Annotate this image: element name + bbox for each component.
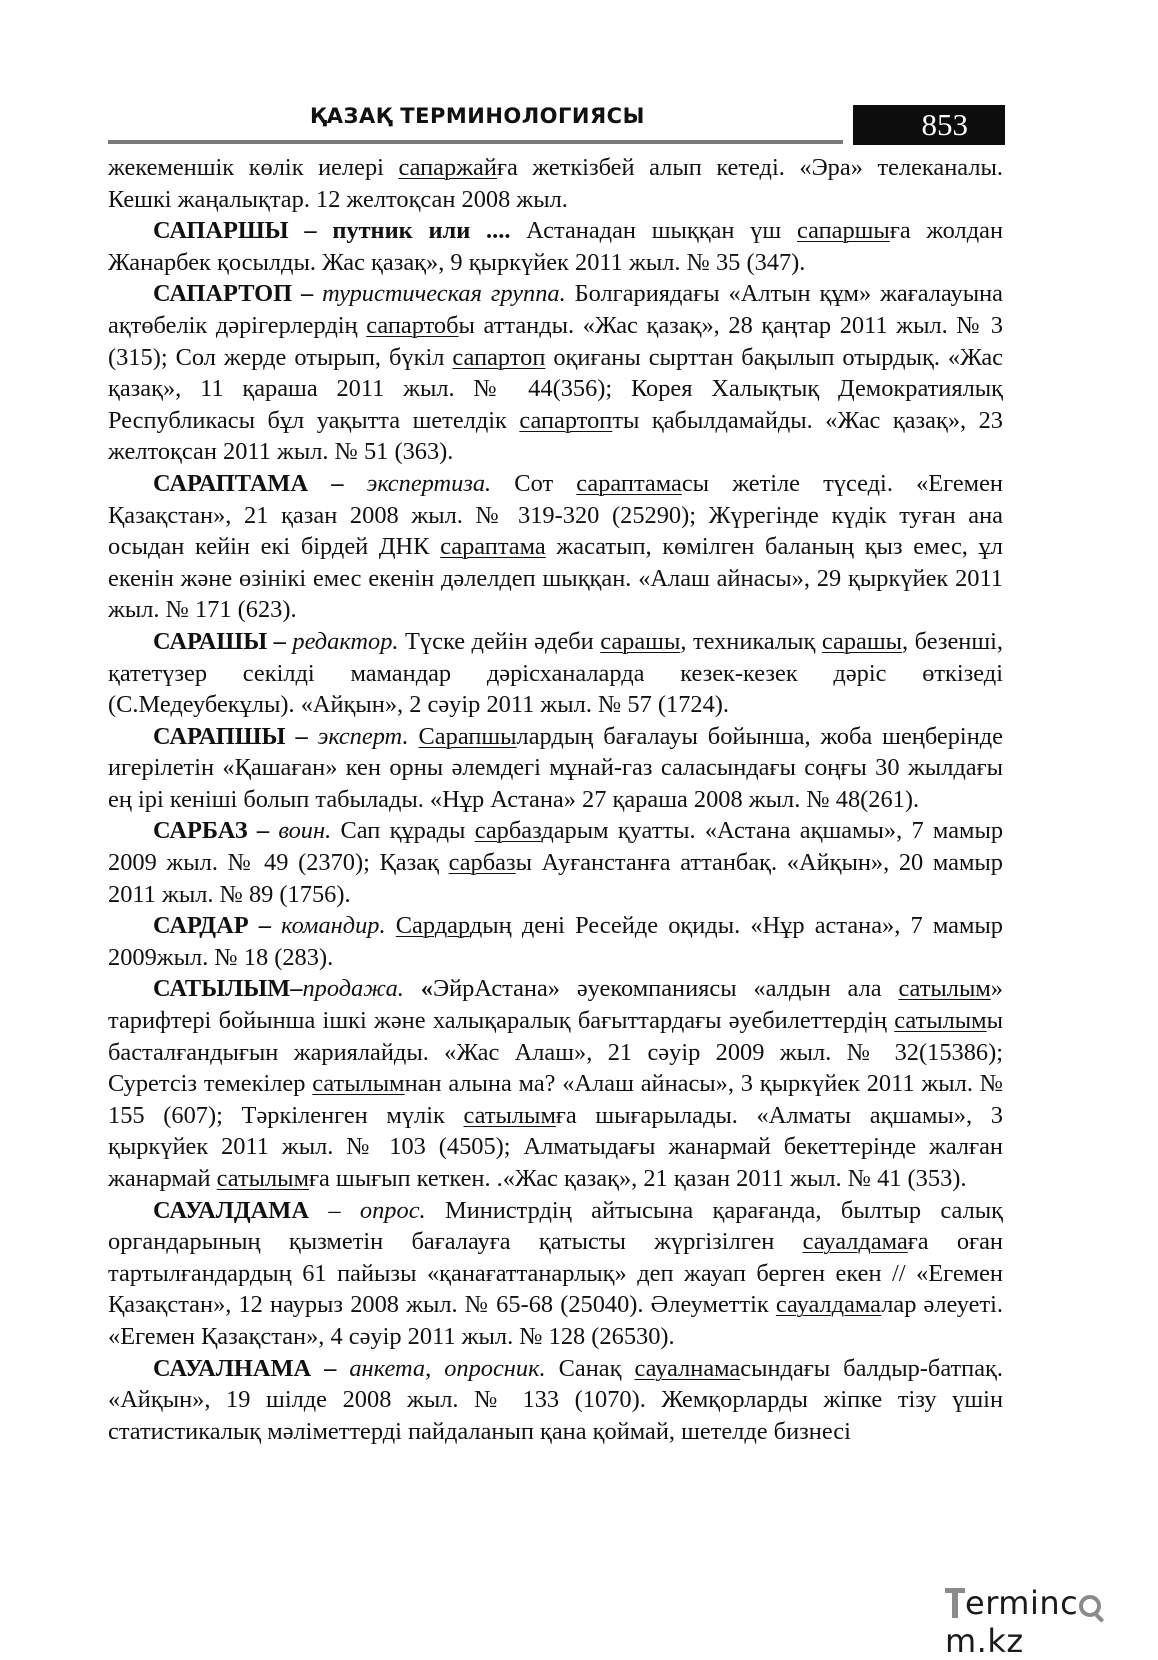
entry-continuation xyxy=(108,152,1003,215)
translation: командир. xyxy=(270,912,386,940)
text: , xyxy=(425,1354,445,1382)
text: дың дені Ресейде оқиды. «Нұр астана», 7 мамыр 2009жыл. № 18 (283). xyxy=(108,912,1003,971)
text: Түске дейін әдеби xyxy=(398,627,601,655)
page-number-box xyxy=(853,105,1005,145)
watermark-text: c xyxy=(1060,1584,1079,1622)
text: Министрдің айтысына қарағанда, былтыр салық органдарының қызметін бағалауға қатысты жүргізілген xyxy=(108,1196,1003,1256)
text: ты қабылдамайды. «Жас қазақ», 23 желтоқсан 2011 жыл. № 51 (363). xyxy=(108,406,1003,466)
text: ы Ауғанстанға аттанбақ. «Айқын», 20 мамыр 2011 жыл. № 89 (1756). xyxy=(108,849,1003,908)
headword: САУАЛНАМА – xyxy=(153,1354,337,1382)
headword: САУАЛДАМА xyxy=(153,1196,309,1224)
text: сы жетіле түседі. «Егемен Қазақстан», 21 қазан 2008 жыл. № 319-320 (25290); Жүрегінде күдік туған ана осыдан кейін екі бірдей ДНК xyxy=(108,469,1003,561)
example-word: сарашы xyxy=(600,627,681,655)
text: » тарифтері бойынша ішкі және халықаралық бағыттардағы әуебилеттердің xyxy=(108,975,1003,1035)
example-word: сараптама xyxy=(440,533,546,561)
text: Сап құрады xyxy=(331,817,475,845)
text: нан алына ма? «Алаш айнасы», 3 қыркүйек 2011 жыл. № 155 (607); Тәркіленген мүлік xyxy=(108,1070,1003,1129)
text: лардың бағалауы бойынша, жоба шеңберінде игерілетін «Қашаған» кен орны әлемдегі мұнай-газ саласындағы соңғы 30 жылдағы ең ірі кеніші болып табылады. «Нұр Астана» 27 қараша 2008 жыл. № 48(261). xyxy=(108,722,1004,813)
entry-saraptama xyxy=(108,468,1003,626)
text: ға оған тартылғандардың 61 пайызы «қанағаттанарлық» деп жауап берген екен // «Егемен Қазақстан», 12 наурыз 2008 жыл. № 65-68 (25040). Әлеуметтік xyxy=(108,1228,1003,1319)
translation: эксперт. xyxy=(307,722,409,750)
example-word: сатылым xyxy=(898,975,991,1003)
header-rule xyxy=(108,140,843,144)
t-logo-icon xyxy=(945,1586,965,1620)
watermark-text: m.kz xyxy=(945,1622,1024,1660)
running-header-title: ҚАЗАҚ ТЕРМИНОЛОГИЯСЫ xyxy=(310,104,645,128)
text: ға шығарылады. «Алматы ақшамы», 3 қыркүйек 2011 жыл. № 103 (4505); Алматыдағы жанармай бекеттерінде жалған жанармай xyxy=(108,1101,1003,1192)
termincom-watermark xyxy=(945,1584,1158,1660)
text: дарым қуатты. «Астана ақшамы», 7 мамыр 2009 жыл. № 49 (2370); Қазақ xyxy=(108,817,1004,877)
text: ға шығып кеткен. .«Жас қазақ», 21 қазан 2011 жыл. № 41 (353). xyxy=(309,1165,967,1192)
text: , техникалық xyxy=(680,627,822,655)
headword: САРДАР – xyxy=(153,912,271,940)
translation: туристическая группа. xyxy=(313,280,566,308)
example-word: сарбаз xyxy=(474,817,542,845)
text: Астанадан шыққан үш xyxy=(510,217,797,245)
translation: воин. xyxy=(269,817,332,845)
example-word: сауалдама xyxy=(802,1228,908,1256)
entry-sarbaz xyxy=(108,815,1003,910)
example-word: сатылым xyxy=(312,1070,405,1098)
example-word: сараптама xyxy=(576,469,682,497)
example-word: Сардар xyxy=(395,912,470,940)
magnifier-icon xyxy=(1079,1595,1101,1617)
headword: САРБАЗ – xyxy=(153,817,270,845)
entry-saualnama xyxy=(108,1353,1003,1448)
headword: САРАШЫ – xyxy=(153,627,286,655)
headword: САПАРШЫ – путник или .... xyxy=(153,217,511,245)
text: ы аттанды. «Жас қазақ», 28 қаңтар 2011 жыл. № 3 (315); Сол жерде отырып, бүкіл xyxy=(108,311,1004,371)
example-word: сарашы xyxy=(821,627,903,655)
headword: САПАРТОП – xyxy=(153,280,314,308)
text: Сот xyxy=(491,469,577,497)
example-word: Сарапшы xyxy=(418,722,517,750)
translation: опрос. xyxy=(359,1196,426,1224)
entry-sarapshy xyxy=(108,721,1003,816)
text: , безенші, қатетүзер секілді мамандар дәрісханаларда кезек-кезек дәріс өткізеді (С.Медеубекұлы). «Айқын», 2 сәуір 2011 жыл. № 57 (1724). xyxy=(108,627,1004,719)
entry-saparshy xyxy=(108,215,1003,278)
text: ы басталғандығын жариялайды. «Жас Алаш», 21 сәуір 2009 жыл. № 32(15386); Суретсіз темекілер xyxy=(108,1007,1003,1098)
text: « xyxy=(403,975,433,1003)
translation: экспертиза. xyxy=(343,469,492,497)
entry-sardar xyxy=(108,910,1003,973)
text: – xyxy=(308,1196,360,1224)
text: ЭйрАстана» әуекомпаниясы «алдын ала xyxy=(432,975,899,1003)
example-word: сатылым xyxy=(894,1007,987,1035)
text: жекеменшік көлік иелері xyxy=(108,154,399,181)
text: лар әлеуеті. «Егемен Қазақстан», 4 сәуір 2011 жыл. № 128 (26530). xyxy=(108,1291,1003,1350)
example-word: сапаржай xyxy=(398,154,497,181)
text: жасатып, көмілген баланың қыз емес, ұл екенін және өзінікі емес екенін дәлелдеп шыққан. «Алаш айнасы», 29 қыркүйек 2011 жыл. № 171 (623). xyxy=(108,533,1003,624)
translation: продажа. xyxy=(302,975,404,1003)
watermark-text: ermin xyxy=(965,1584,1061,1622)
headword: САРАПШЫ – xyxy=(153,722,308,750)
text: оқиғаны сырттан бақылып отырдық. «Жас қазақ», 11 қараша 2011 жыл. № 44(356); Корея Халықтық Демократиялық Республикасы бұл уақытта шетелдік xyxy=(108,343,1003,434)
headword: САТЫЛЫМ– xyxy=(153,975,303,1003)
entry-satylym xyxy=(108,973,1003,1194)
text xyxy=(409,723,419,750)
translation: опросник. xyxy=(444,1354,546,1382)
example-word: сапартоб xyxy=(366,311,459,339)
translation: редактор. xyxy=(285,627,399,655)
page-number: 853 xyxy=(921,107,968,142)
example-word: сапартоп xyxy=(519,406,613,434)
dictionary-body xyxy=(108,152,1003,1447)
translation: анкета xyxy=(336,1354,426,1382)
example-word: сауалнама xyxy=(634,1354,741,1382)
entry-sapartop xyxy=(108,278,1003,468)
entry-saualdama xyxy=(108,1195,1003,1353)
text: сындағы балдыр-батпақ. «Айқын», 19 шілде 2008 жыл. № 133 (1070). Жемқорларды жіпке тізу үшін статистикалық мәліметтерді пайдаланып қана қоймай, шетелде бизнесі xyxy=(108,1354,1003,1445)
text xyxy=(386,912,396,939)
example-word: сапаршы xyxy=(796,217,890,245)
text: Болгариядағы «Алтын құм» жағалауына ақтөбелік дәрігерлердің xyxy=(108,280,1004,339)
example-word: сапартоп xyxy=(452,343,546,371)
example-word: сатылым xyxy=(463,1101,556,1129)
example-word: сатылым xyxy=(216,1165,309,1192)
example-word: сауалдама xyxy=(775,1291,882,1319)
example-word: сарбаз xyxy=(448,849,516,877)
text: ға жеткізбей алып кетеді. «Эра» телеканалы. Кешкі жаңалықтар. 12 желтоқсан 2008 жыл. xyxy=(108,154,1003,213)
entry-sarashy xyxy=(108,626,1003,721)
text: Санақ xyxy=(545,1354,635,1382)
headword: САРАПТАМА – xyxy=(153,469,344,497)
text: ға жолдан Жанарбек қосылды. Жас қазақ», 9 қыркүйек 2011 жыл. № 35 (347). xyxy=(108,217,1003,276)
